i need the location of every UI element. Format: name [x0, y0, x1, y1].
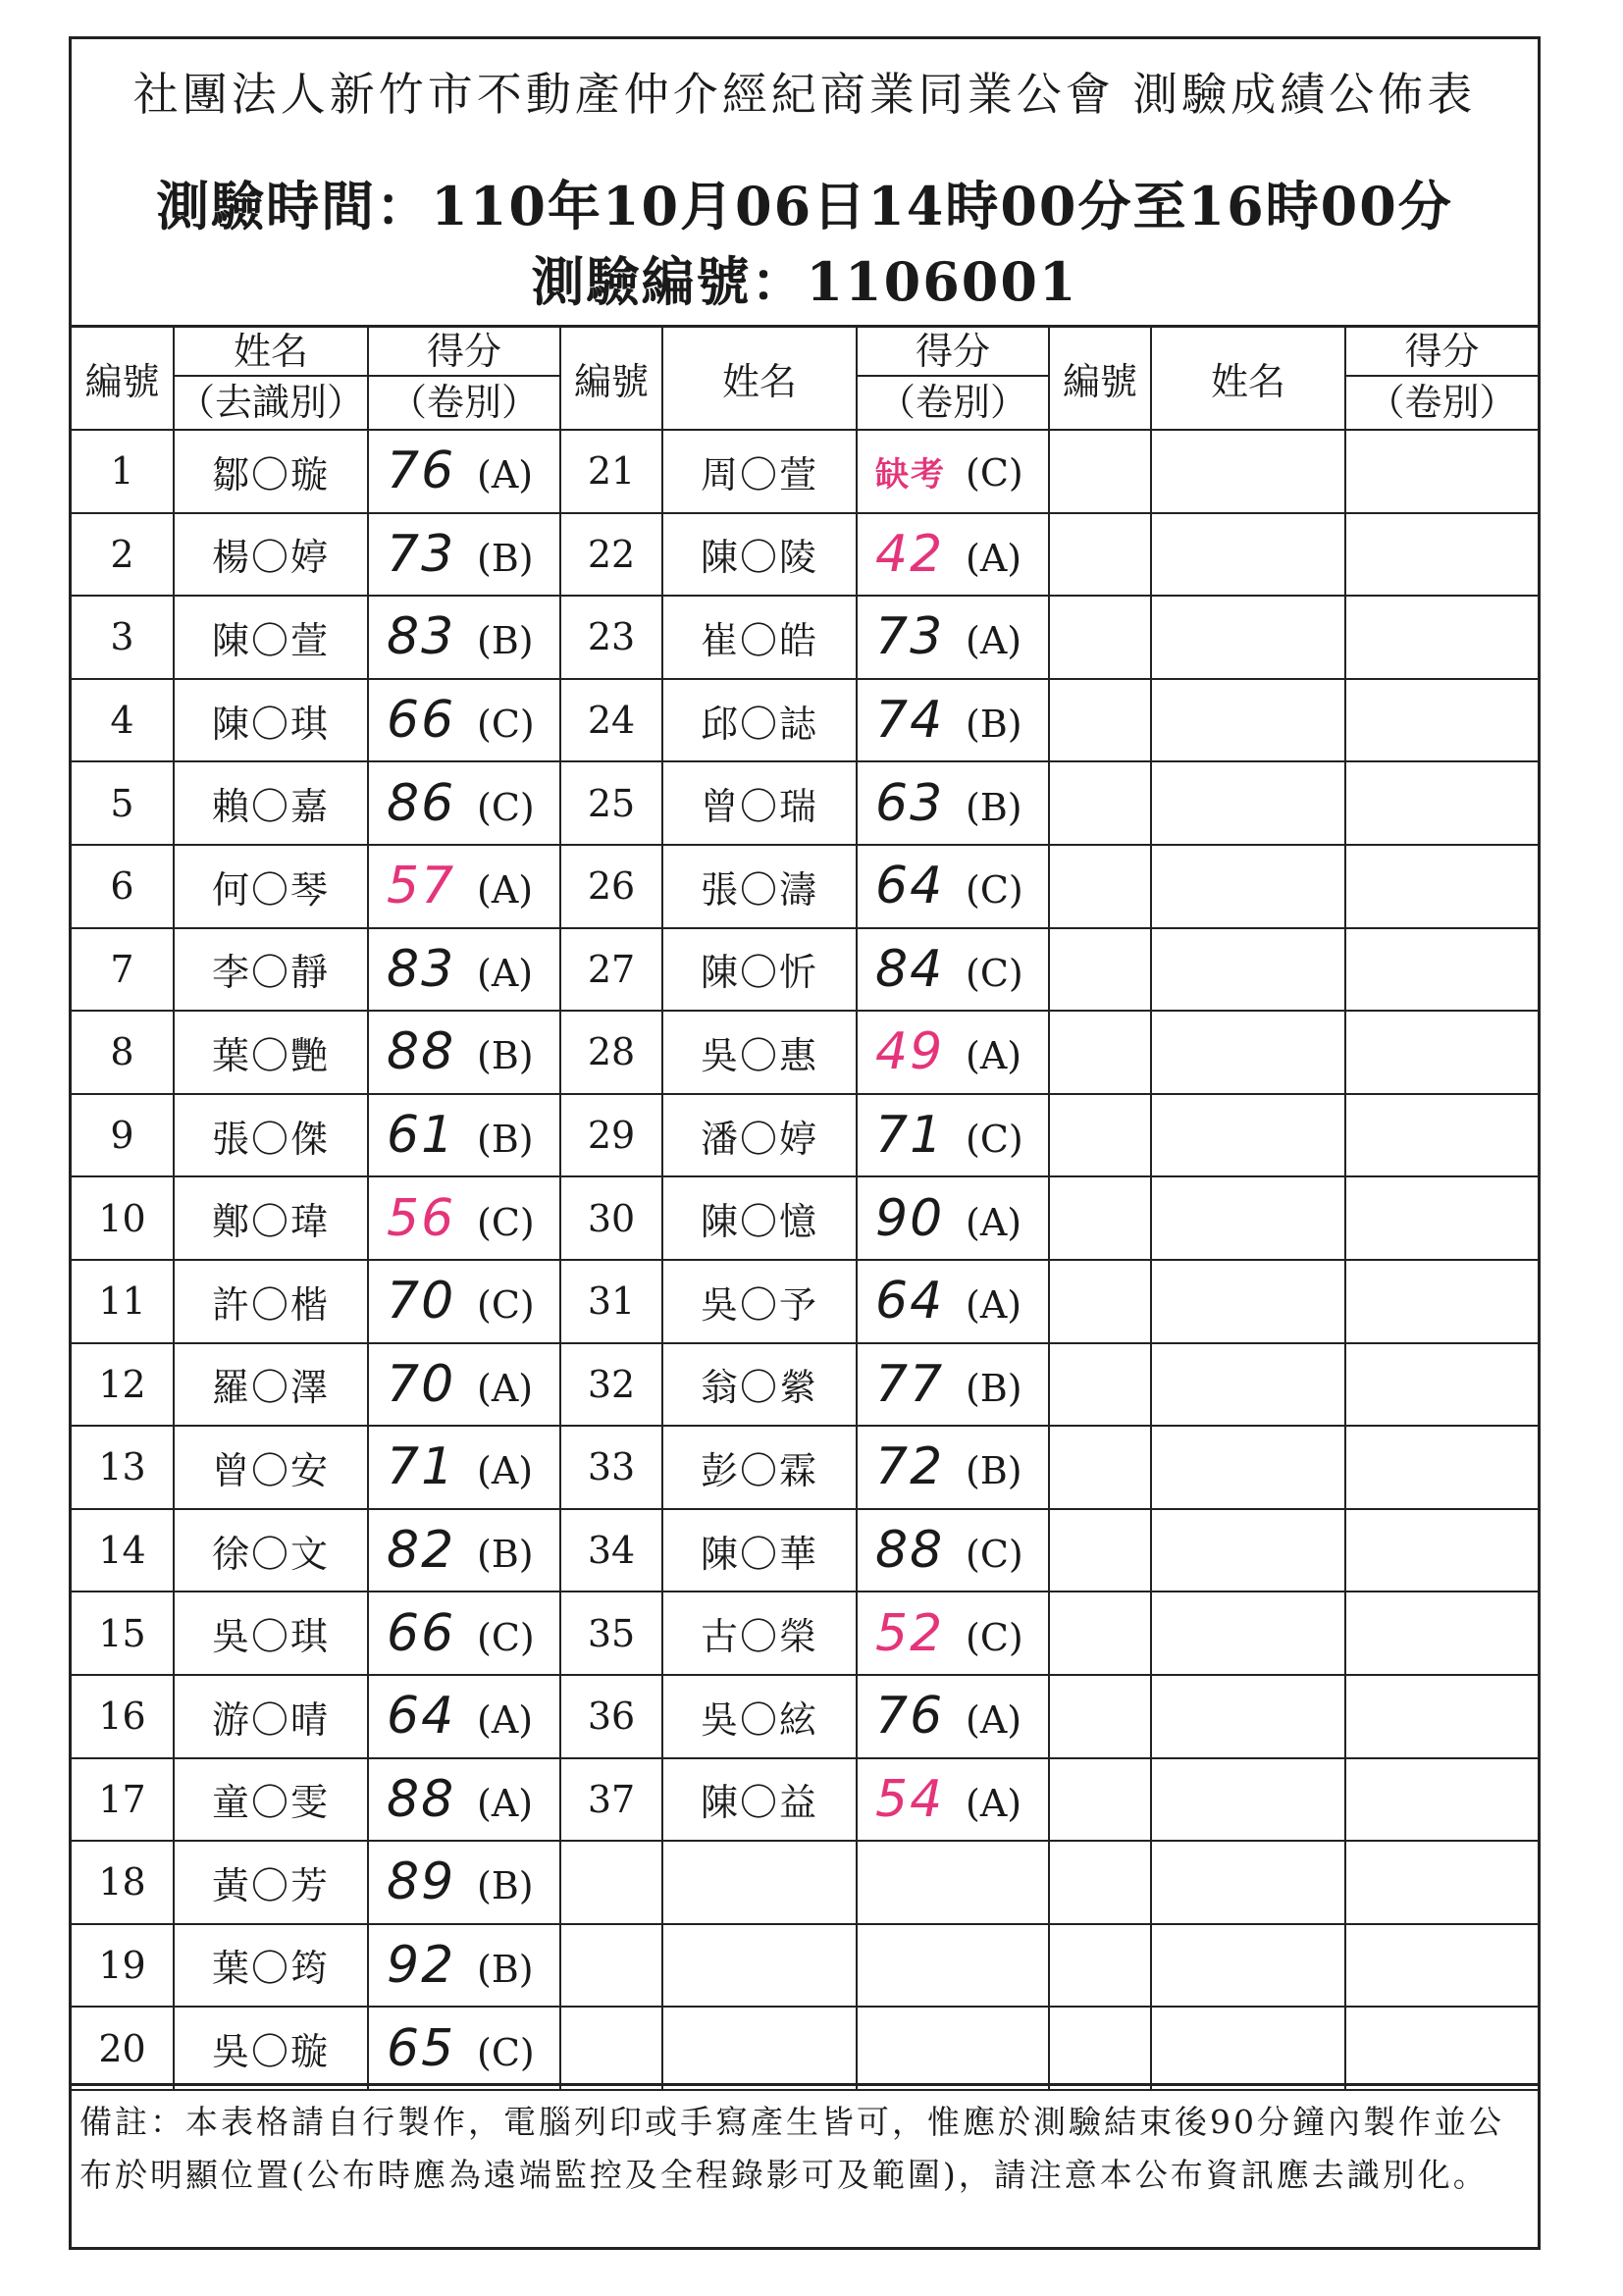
score-value: 83: [387, 939, 456, 999]
empty-cell: [1049, 679, 1151, 762]
entry-score: [857, 513, 1049, 597]
entry-score: [368, 761, 560, 845]
entry-score: [857, 928, 1049, 1012]
table-row: [72, 1509, 1538, 1592]
entry-name: 童〇雯: [174, 1758, 368, 1842]
entry-name: [662, 1924, 857, 2008]
entry-score: [857, 1675, 1049, 1758]
entry-number: 9: [72, 1094, 174, 1177]
empty-cell: [1345, 1343, 1538, 1427]
entry-score: [857, 761, 1049, 845]
entry-name: 潘〇婷: [662, 1094, 857, 1177]
score-value: 74: [875, 691, 945, 751]
entry-name: 張〇傑: [174, 1094, 368, 1177]
entry-name: 陳〇琪: [174, 679, 368, 762]
entry-name: 陳〇陵: [662, 513, 857, 597]
entry-score: [368, 1260, 560, 1343]
empty-cell: [1345, 596, 1538, 679]
score-value: 76: [387, 442, 456, 501]
empty-cell: [1151, 1924, 1345, 2008]
entry-number: 2: [72, 513, 174, 597]
entry-name: 鄭〇瑋: [174, 1176, 368, 1260]
form-label: (C): [477, 1200, 535, 1244]
entry-score: [368, 1675, 560, 1758]
score-value: 73: [875, 607, 945, 667]
table-row: [72, 1094, 1538, 1177]
form-label: (A): [966, 1781, 1022, 1825]
empty-cell: [1049, 1094, 1151, 1177]
entry-number: 5: [72, 761, 174, 845]
score-value: 76: [875, 1687, 945, 1747]
empty-cell: [1049, 1924, 1151, 2008]
form-label: (A): [477, 453, 534, 497]
entry-name: 陳〇萱: [174, 596, 368, 679]
empty-cell: [1345, 1011, 1538, 1094]
entry-score: [857, 1011, 1049, 1094]
empty-cell: [1345, 513, 1538, 597]
entry-number: 4: [72, 679, 174, 762]
score-value: 70: [387, 1272, 456, 1331]
empty-cell: [1049, 761, 1151, 845]
entry-name: 陳〇憶: [662, 1176, 857, 1260]
empty-cell: [1049, 1592, 1151, 1675]
sheet-header: [72, 39, 1538, 328]
empty-cell: [1049, 1509, 1151, 1592]
entry-number: [560, 1841, 662, 1924]
entry-number: 15: [72, 1592, 174, 1675]
entry-score: [857, 596, 1049, 679]
entry-score: [857, 1758, 1049, 1842]
entry-name: [662, 2007, 857, 2090]
entry-number: 21: [560, 430, 662, 513]
header-score: 得分 （卷別）: [368, 328, 560, 430]
entry-score: [857, 430, 1049, 513]
header-score: 得分 （卷別）: [857, 328, 1049, 430]
empty-cell: [1049, 513, 1151, 597]
entry-score: [857, 1592, 1049, 1675]
entry-score: [368, 928, 560, 1012]
score-value: 65: [387, 2018, 456, 2078]
entry-score: [368, 679, 560, 762]
score-value: 90: [875, 1188, 945, 1248]
empty-cell: [1345, 679, 1538, 762]
entry-score: [857, 845, 1049, 928]
form-label: (B): [477, 1947, 534, 1991]
entry-name: 吳〇璇: [174, 2007, 368, 2090]
entry-number: 20: [72, 2007, 174, 2090]
empty-cell: [1345, 1758, 1538, 1842]
empty-cell: [1345, 1094, 1538, 1177]
form-label: (C): [477, 2030, 535, 2074]
entry-name: 張〇濤: [662, 845, 857, 928]
entry-number: 13: [72, 1426, 174, 1509]
entry-number: 25: [560, 761, 662, 845]
entry-score: [368, 1509, 560, 1592]
empty-cell: [1345, 1509, 1538, 1592]
score-table: [72, 328, 1538, 2091]
empty-cell: [1151, 928, 1345, 1012]
empty-cell: [1345, 1841, 1538, 1924]
empty-cell: [1151, 1176, 1345, 1260]
table-row: [72, 1675, 1538, 1758]
score-value: 42: [875, 524, 945, 584]
entry-name: 吳〇惠: [662, 1011, 857, 1094]
header-number: 編號: [560, 328, 662, 430]
table-row: [72, 596, 1538, 679]
entry-score: [857, 1094, 1049, 1177]
entry-number: 1: [72, 430, 174, 513]
empty-cell: [1049, 430, 1151, 513]
score-value: 54: [875, 1769, 945, 1829]
table-row: [72, 513, 1538, 597]
entry-number: 28: [560, 1011, 662, 1094]
entry-score: [857, 1924, 1049, 2008]
table-row: [72, 1260, 1538, 1343]
empty-cell: [1345, 2007, 1538, 2090]
entry-number: 6: [72, 845, 174, 928]
entry-score: [368, 845, 560, 928]
entry-name: 曾〇瑞: [662, 761, 857, 845]
entry-score: [368, 2007, 560, 2090]
entry-score: [368, 596, 560, 679]
empty-cell: [1151, 761, 1345, 845]
entry-name: 翁〇縈: [662, 1343, 857, 1427]
entry-name: 游〇晴: [174, 1675, 368, 1758]
empty-cell: [1049, 1758, 1151, 1842]
empty-cell: [1345, 845, 1538, 928]
score-value: 64: [875, 1272, 945, 1331]
entry-name: 彭〇霖: [662, 1426, 857, 1509]
empty-cell: [1049, 1343, 1151, 1427]
score-value: 66: [387, 1603, 456, 1663]
form-label: (C): [966, 1118, 1023, 1162]
score-value: 70: [387, 1354, 456, 1414]
score-value: 56: [387, 1188, 456, 1248]
empty-cell: [1049, 1260, 1151, 1343]
empty-cell: [1049, 1841, 1151, 1924]
entry-number: 14: [72, 1509, 174, 1592]
entry-name: 鄒〇璇: [174, 430, 368, 513]
entry-name: 吳〇予: [662, 1260, 857, 1343]
score-value: 86: [387, 773, 456, 833]
score-value: 72: [875, 1437, 945, 1497]
entry-number: 24: [560, 679, 662, 762]
form-label: (B): [477, 619, 534, 663]
entry-name: 許〇楷: [174, 1260, 368, 1343]
entry-score: [857, 1509, 1049, 1592]
header-name: 姓名: [662, 328, 857, 430]
form-label: (A): [477, 951, 534, 995]
score-value: 64: [387, 1687, 456, 1747]
score-value: 88: [875, 1521, 945, 1581]
entry-score: [368, 1011, 560, 1094]
empty-cell: [1049, 2007, 1151, 2090]
empty-cell: [1049, 1176, 1151, 1260]
form-label: (A): [966, 1283, 1022, 1328]
empty-cell: [1151, 430, 1345, 513]
entry-score: [368, 1841, 560, 1924]
empty-cell: [1151, 1426, 1345, 1509]
table-row: [72, 1011, 1538, 1094]
score-value: 88: [387, 1769, 456, 1829]
score-sheet: [69, 36, 1541, 2250]
empty-cell: [1345, 1592, 1538, 1675]
score-value: 63: [875, 773, 945, 833]
entry-name: 崔〇皓: [662, 596, 857, 679]
table-row: [72, 430, 1538, 513]
entry-score: [857, 1841, 1049, 1924]
form-label: (C): [966, 951, 1023, 995]
score-value: 64: [875, 857, 945, 916]
entry-number: 17: [72, 1758, 174, 1842]
empty-cell: [1345, 1924, 1538, 2008]
empty-cell: [1151, 1675, 1345, 1758]
entry-number: 30: [560, 1176, 662, 1260]
form-label: (B): [477, 1533, 534, 1577]
entry-number: 3: [72, 596, 174, 679]
empty-cell: [1151, 1841, 1345, 1924]
entry-number: 35: [560, 1592, 662, 1675]
empty-cell: [1049, 928, 1151, 1012]
entry-number: [560, 1924, 662, 2008]
entry-name: 楊〇婷: [174, 513, 368, 597]
table-row: [72, 1758, 1538, 1842]
entry-score: [857, 2007, 1049, 2090]
entry-number: 19: [72, 1924, 174, 2008]
entry-name: 葉〇筠: [174, 1924, 368, 2008]
form-label: (A): [966, 536, 1022, 580]
form-label: (C): [966, 450, 1023, 495]
form-label: (C): [966, 868, 1023, 913]
entry-score: [368, 1592, 560, 1675]
entry-score: [857, 1260, 1049, 1343]
form-label: (C): [477, 703, 535, 747]
form-label: (A): [477, 1449, 534, 1493]
empty-cell: [1151, 1094, 1345, 1177]
empty-cell: [1049, 596, 1151, 679]
entry-score: [368, 513, 560, 597]
table-row: [72, 761, 1538, 845]
form-label: (A): [966, 619, 1022, 663]
score-value: 57: [387, 857, 456, 916]
empty-cell: [1345, 928, 1538, 1012]
empty-cell: [1049, 1675, 1151, 1758]
empty-cell: [1151, 679, 1345, 762]
entry-number: 31: [560, 1260, 662, 1343]
table-header-row: [72, 328, 1538, 430]
empty-cell: [1049, 1011, 1151, 1094]
form-label: (A): [966, 1200, 1022, 1244]
entry-name: 李〇靜: [174, 928, 368, 1012]
empty-cell: [1345, 1675, 1538, 1758]
entry-number: 26: [560, 845, 662, 928]
form-label: (B): [966, 1366, 1022, 1410]
empty-cell: [1151, 1011, 1345, 1094]
form-label: (A): [477, 1781, 534, 1825]
table-row: [72, 1924, 1538, 2008]
entry-name: 古〇榮: [662, 1592, 857, 1675]
empty-cell: [1049, 1426, 1151, 1509]
entry-name: 葉〇艷: [174, 1011, 368, 1094]
empty-cell: [1151, 1758, 1345, 1842]
entry-name: 曾〇安: [174, 1426, 368, 1509]
entry-name: 徐〇文: [174, 1509, 368, 1592]
form-label: (B): [966, 703, 1022, 747]
score-value: 缺考: [875, 454, 946, 495]
header-number: 編號: [72, 328, 174, 430]
entry-name: 邱〇誌: [662, 679, 857, 762]
empty-cell: [1345, 1260, 1538, 1343]
table-row: [72, 679, 1538, 762]
empty-cell: [1151, 596, 1345, 679]
form-label: (A): [966, 1034, 1022, 1078]
form-label: (B): [477, 536, 534, 580]
score-value: 61: [387, 1106, 456, 1166]
score-value: 49: [875, 1022, 945, 1082]
table-row: [72, 2007, 1538, 2090]
entry-number: 8: [72, 1011, 174, 1094]
entry-number: 33: [560, 1426, 662, 1509]
form-label: (A): [966, 1698, 1022, 1743]
form-label: (C): [477, 1283, 535, 1328]
table-row: [72, 845, 1538, 928]
entry-number: 12: [72, 1343, 174, 1427]
entry-score: [368, 1343, 560, 1427]
form-label: (C): [477, 785, 535, 829]
entry-name: 黃〇芳: [174, 1841, 368, 1924]
score-value: 88: [387, 1022, 456, 1082]
score-value: 77: [875, 1354, 945, 1414]
table-row: [72, 1426, 1538, 1509]
empty-cell: [1151, 1509, 1345, 1592]
entry-number: [560, 2007, 662, 2090]
entry-number: 29: [560, 1094, 662, 1177]
score-value: 52: [875, 1603, 945, 1663]
empty-cell: [1049, 845, 1151, 928]
entry-name: [662, 1841, 857, 1924]
table-row: [72, 928, 1538, 1012]
score-value: 82: [387, 1521, 456, 1581]
empty-cell: [1345, 430, 1538, 513]
entry-name: 吳〇琪: [174, 1592, 368, 1675]
header-number: 編號: [1049, 328, 1151, 430]
entry-score: [857, 1343, 1049, 1427]
empty-cell: [1151, 1260, 1345, 1343]
exam-code: 測驗編號：1106001: [531, 250, 1078, 313]
form-label: (B): [477, 1864, 534, 1908]
header-name: 姓名: [1151, 328, 1345, 430]
page-title: 社團法人新竹市不動產仲介經紀商業同業公會 測驗成績公佈表: [132, 68, 1477, 121]
empty-cell: [1345, 1426, 1538, 1509]
form-label: (A): [477, 868, 534, 913]
entry-score: [368, 1924, 560, 2008]
score-value: 92: [387, 1935, 456, 1995]
entry-score: [368, 430, 560, 513]
notes: 備註：本表格請自行製作，電腦列印或手寫產生皆可，惟應於測驗結束後90分鐘內製作並公布於明顯位置(公布時應為遠端監控及全程錄影可及範圍)，請注意本公布資訊應去識別化。: [72, 2083, 1538, 2247]
form-label: (B): [477, 1118, 534, 1162]
entry-number: 34: [560, 1509, 662, 1592]
entry-name: 羅〇澤: [174, 1343, 368, 1427]
entry-score: [857, 1176, 1049, 1260]
entry-name: 陳〇華: [662, 1509, 857, 1592]
entry-name: 何〇琴: [174, 845, 368, 928]
entry-number: 16: [72, 1675, 174, 1758]
entry-score: [368, 1758, 560, 1842]
entry-number: 36: [560, 1675, 662, 1758]
empty-cell: [1345, 761, 1538, 845]
score-value: 73: [387, 524, 456, 584]
entry-number: 7: [72, 928, 174, 1012]
table-row: [72, 1592, 1538, 1675]
form-label: (C): [477, 1615, 535, 1659]
entry-name: 陳〇忻: [662, 928, 857, 1012]
table-row: [72, 1176, 1538, 1260]
entry-number: 18: [72, 1841, 174, 1924]
empty-cell: [1151, 1592, 1345, 1675]
entry-name: 周〇萱: [662, 430, 857, 513]
score-value: 66: [387, 691, 456, 751]
score-value: 71: [387, 1437, 456, 1497]
entry-name: 陳〇益: [662, 1758, 857, 1842]
entry-score: [857, 679, 1049, 762]
entry-number: 22: [560, 513, 662, 597]
form-label: (A): [477, 1366, 534, 1410]
entry-number: 27: [560, 928, 662, 1012]
entry-score: [368, 1176, 560, 1260]
entry-name: 吳〇絃: [662, 1675, 857, 1758]
exam-time: 測驗時間：110年10月06日14時00分至16時00分: [156, 175, 1453, 237]
empty-cell: [1151, 513, 1345, 597]
form-label: (A): [477, 1698, 534, 1743]
entry-score: [857, 1426, 1049, 1509]
entry-number: 10: [72, 1176, 174, 1260]
entry-score: [368, 1426, 560, 1509]
score-value: 71: [875, 1106, 945, 1166]
form-label: (B): [966, 785, 1022, 829]
entry-number: 23: [560, 596, 662, 679]
entry-number: 11: [72, 1260, 174, 1343]
entry-number: 32: [560, 1343, 662, 1427]
form-label: (B): [477, 1034, 534, 1078]
entry-number: 37: [560, 1758, 662, 1842]
entry-name: 賴〇嘉: [174, 761, 368, 845]
empty-cell: [1151, 2007, 1345, 2090]
form-label: (B): [966, 1449, 1022, 1493]
header-name: 姓名 （去識別）: [174, 328, 368, 430]
score-value: 89: [387, 1852, 456, 1912]
header-score: 得分 （卷別）: [1345, 328, 1538, 430]
table-row: [72, 1343, 1538, 1427]
form-label: (C): [966, 1615, 1023, 1659]
empty-cell: [1345, 1176, 1538, 1260]
score-value: 84: [875, 939, 945, 999]
form-label: (C): [966, 1533, 1023, 1577]
empty-cell: [1151, 1343, 1345, 1427]
empty-cell: [1151, 845, 1345, 928]
table-row: [72, 1841, 1538, 1924]
entry-score: [368, 1094, 560, 1177]
score-value: 83: [387, 607, 456, 667]
